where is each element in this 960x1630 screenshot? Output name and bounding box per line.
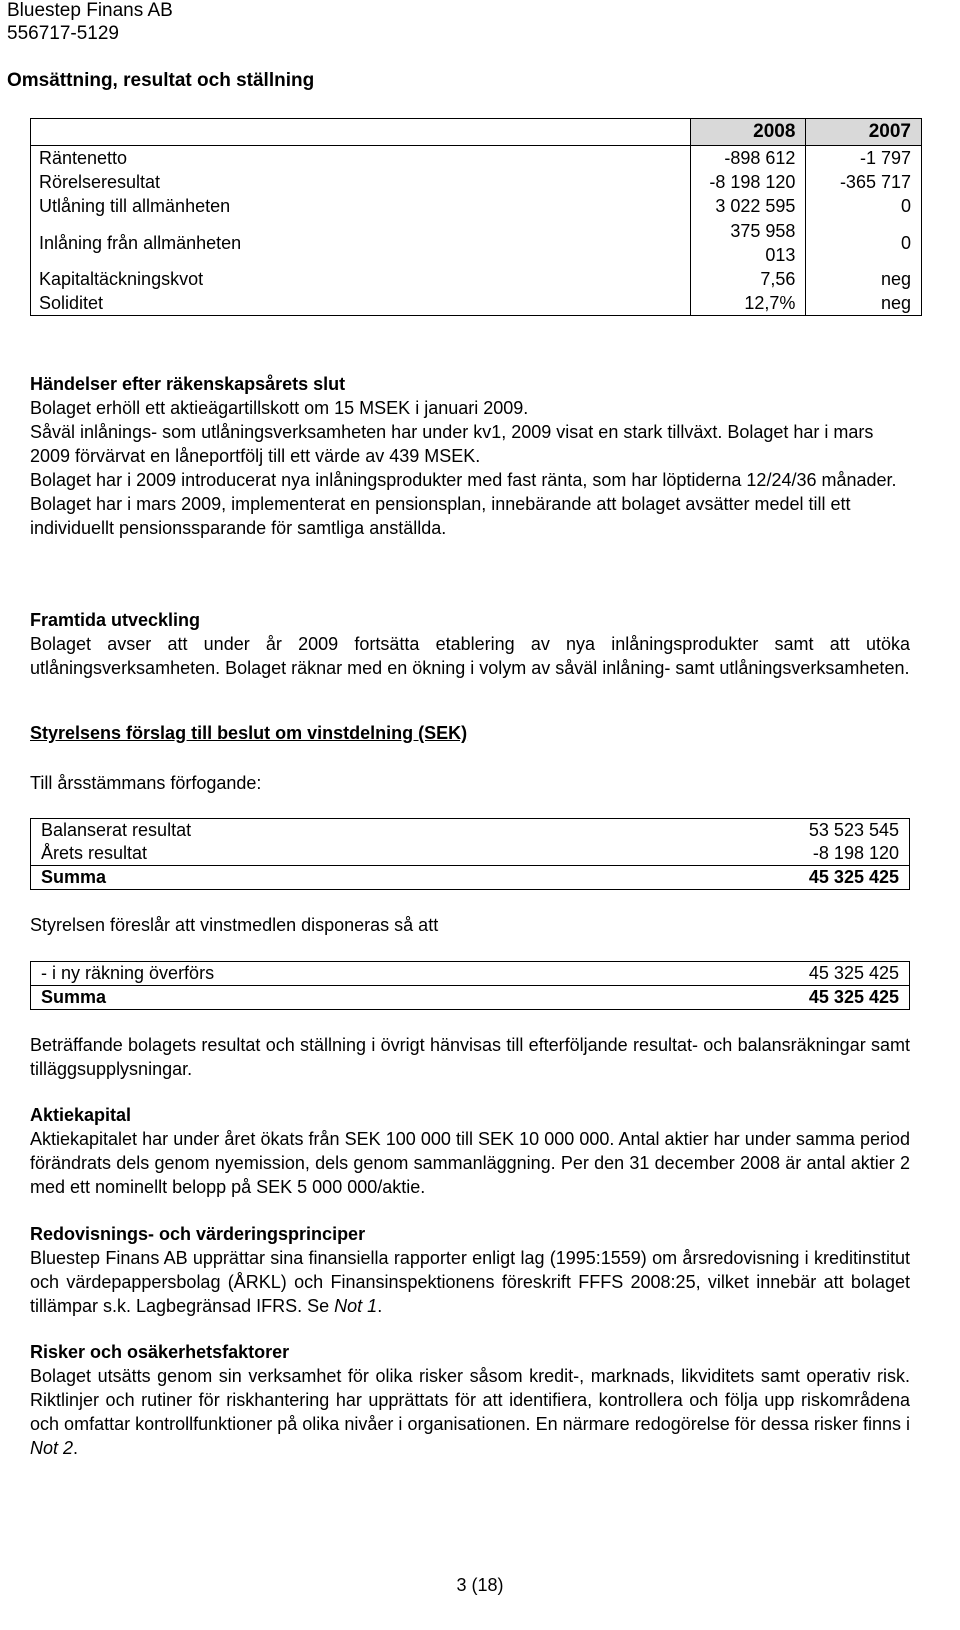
events-paragraph: Bolaget har i mars 2009, implementerat en pensionsplan, innebärande att bolaget avsätter medel till ett individuellt pensionssparande för samtliga anställda. [30,494,851,538]
future-section [30,608,910,680]
note-2-reference: Not 2 [30,1438,74,1458]
note-1-reference: Not 1 [334,1296,378,1316]
proposal-heading: Styrelsens förslag till beslut om vinstdelning (SEK) [30,723,468,743]
row-label: Balanserat resultat [31,819,564,843]
row-value-2007: neg [806,291,922,316]
risks-section [30,1340,910,1460]
year-2008: 2008 [690,119,806,146]
row-value-2008: -8 198 120 [690,170,806,194]
row-value-2008: 3 022 595 [690,194,806,218]
row-label: Räntenetto [31,146,691,171]
sum-value: 45 325 425 [590,986,910,1010]
row-label: Soliditet [31,291,691,316]
year-2007: 2007 [806,119,922,146]
risks-text: Bolaget utsätts genom sin verksamhet för olika risker såsom kredit-, marknads, likviditets samt operativ risk. Riktlinjer och rutiner för riskhantering har upprättats för att identifiera, kontrollera och följa upp riskområdena och omfattar kontrollfunktioner på olika nivåer i organisationen. En närmare redogörelse för dessa risker finns i [30,1366,910,1434]
row-label: Årets resultat [31,842,564,866]
events-paragraph: Bolaget har i 2009 introducerat nya inlåningsprodukter med fast ränta, som har löptiderna 12/24/36 månader. [30,470,897,490]
row-label: Rörelseresultat [31,170,691,194]
key-figures-header [31,119,922,146]
sum-row [31,866,910,890]
company-name: Bluestep Finans AB [7,0,173,21]
section-title: Omsättning, resultat och ställning [7,70,315,91]
row-value: -8 198 120 [564,842,910,866]
row-value-2008: 7,56 [690,267,806,291]
table-row [31,219,922,267]
proposal-note: Beträffande bolagets resultat och ställning i övrigt hänvisas till efterföljande resultat- och balansräkningar samt tilläggsupplysningar. [30,1035,910,1079]
table-row [31,819,910,843]
row-value-2007: -1 797 [806,146,922,171]
table-row [31,291,922,316]
sum-label: Summa [31,986,590,1010]
row-value-2007: -365 717 [806,170,922,194]
table-row [31,267,922,291]
proposal-text: Styrelsen föreslår att vinstmedlen disponeras så att [30,915,439,935]
page-number: 3 (18) [456,1575,504,1595]
sum-row [31,986,910,1010]
org-number: 556717-5129 [7,23,119,44]
row-value-2008: 12,7% [690,291,806,316]
row-value: 45 325 425 [590,962,910,986]
row-label: Kapitaltäckningskvot [31,267,691,291]
proposal-intro: Till årsstämmans förfogande: [30,773,262,793]
row-value-2007: 0 [806,219,922,267]
capital-section [30,1103,910,1199]
principles-section [30,1222,910,1318]
future-heading: Framtida utveckling [30,610,201,630]
capital-heading: Aktiekapital [30,1105,132,1125]
available-funds-table [30,818,910,890]
sum-value: 45 325 425 [564,866,910,890]
row-label: Utlåning till allmänheten [31,194,691,218]
principles-text: Bluestep Finans AB upprättar sina finansiella rapporter enligt lag (1995:1559) om årsredovisning i kreditinstitut och värdepappersbolag (ÅRKL) och Finansinspektionens föreskrift FFFS 2008:25, vilket innebär att bolaget tillämpar s.k. Lagbegränsad IFRS. Se [30,1248,910,1316]
sum-label: Summa [31,866,564,890]
events-paragraph: Bolaget erhöll ett aktieägartillskott om 15 MSEK i januari 2009. [30,398,529,418]
capital-paragraph: Aktiekapitalet har under året ökats från SEK 100 000 till SEK 10 000 000. Antal aktier har under samma period förändrats dels genom nyemission, dels genom sammanläggning. Per den 31 december 2008 är antal aktier 2 med ett nominellt belopp på SEK 5 000 000/aktie. [30,1129,910,1197]
future-paragraph: Bolaget avser att under år 2009 fortsätta etablering av nya inlåningsprodukter samt att utöka utlåningsverksamheten. Bolaget räknar med en ökning i volym av såväl inlåning- samt utlåningsverksamheten. [30,634,910,678]
row-value-2008: -898 612 [690,146,806,171]
events-section [30,372,910,540]
row-label: - i ny räkning överförs [31,962,590,986]
row-value: 53 523 545 [564,819,910,843]
events-heading: Händelser efter räkenskapsårets slut [30,374,346,394]
distribution-table [30,961,910,1010]
key-figures-table [30,118,922,316]
row-value-2008: 375 958 013 [690,219,806,267]
table-row [31,842,910,866]
risks-paragraph: Bolaget utsätts genom sin verksamhet för olika risker såsom kredit-, marknads, likviditets samt operativ risk. Riktlinjer och rutiner för riskhantering har upprättats för att identifiera, kontrollera och följa upp riskområdena och omfattar kontrollfunktioner på olika nivåer i organisationen. En närmare redogörelse för dessa risker finns i Not 2. [30,1366,910,1458]
principles-heading: Redovisnings- och värderingsprinciper [30,1224,366,1244]
row-label: Inlåning från allmänheten [31,219,691,267]
row-value-2007: neg [806,267,922,291]
principles-paragraph: Bluestep Finans AB upprättar sina finansiella rapporter enligt lag (1995:1559) om årsredovisning i kreditinstitut och värdepappersbolag (ÅRKL) och Finansinspektionens föreskrift FFFS 2008:25, vilket innebär att bolaget tillämpar s.k. Lagbegränsad IFRS. Se Not 1. [30,1248,910,1316]
events-paragraph: Såväl inlånings- som utlåningsverksamheten har under kv1, 2009 visat en stark tillväxt. Bolaget har i mars 2009 förvärvat en låneportfölj till ett värde av 439 MSEK. [30,422,874,466]
table-row [31,170,922,194]
table-row [31,146,922,171]
table-row [31,962,910,986]
table-row [31,194,922,218]
risks-heading: Risker och osäkerhetsfaktorer [30,1342,290,1362]
row-value-2007: 0 [806,194,922,218]
